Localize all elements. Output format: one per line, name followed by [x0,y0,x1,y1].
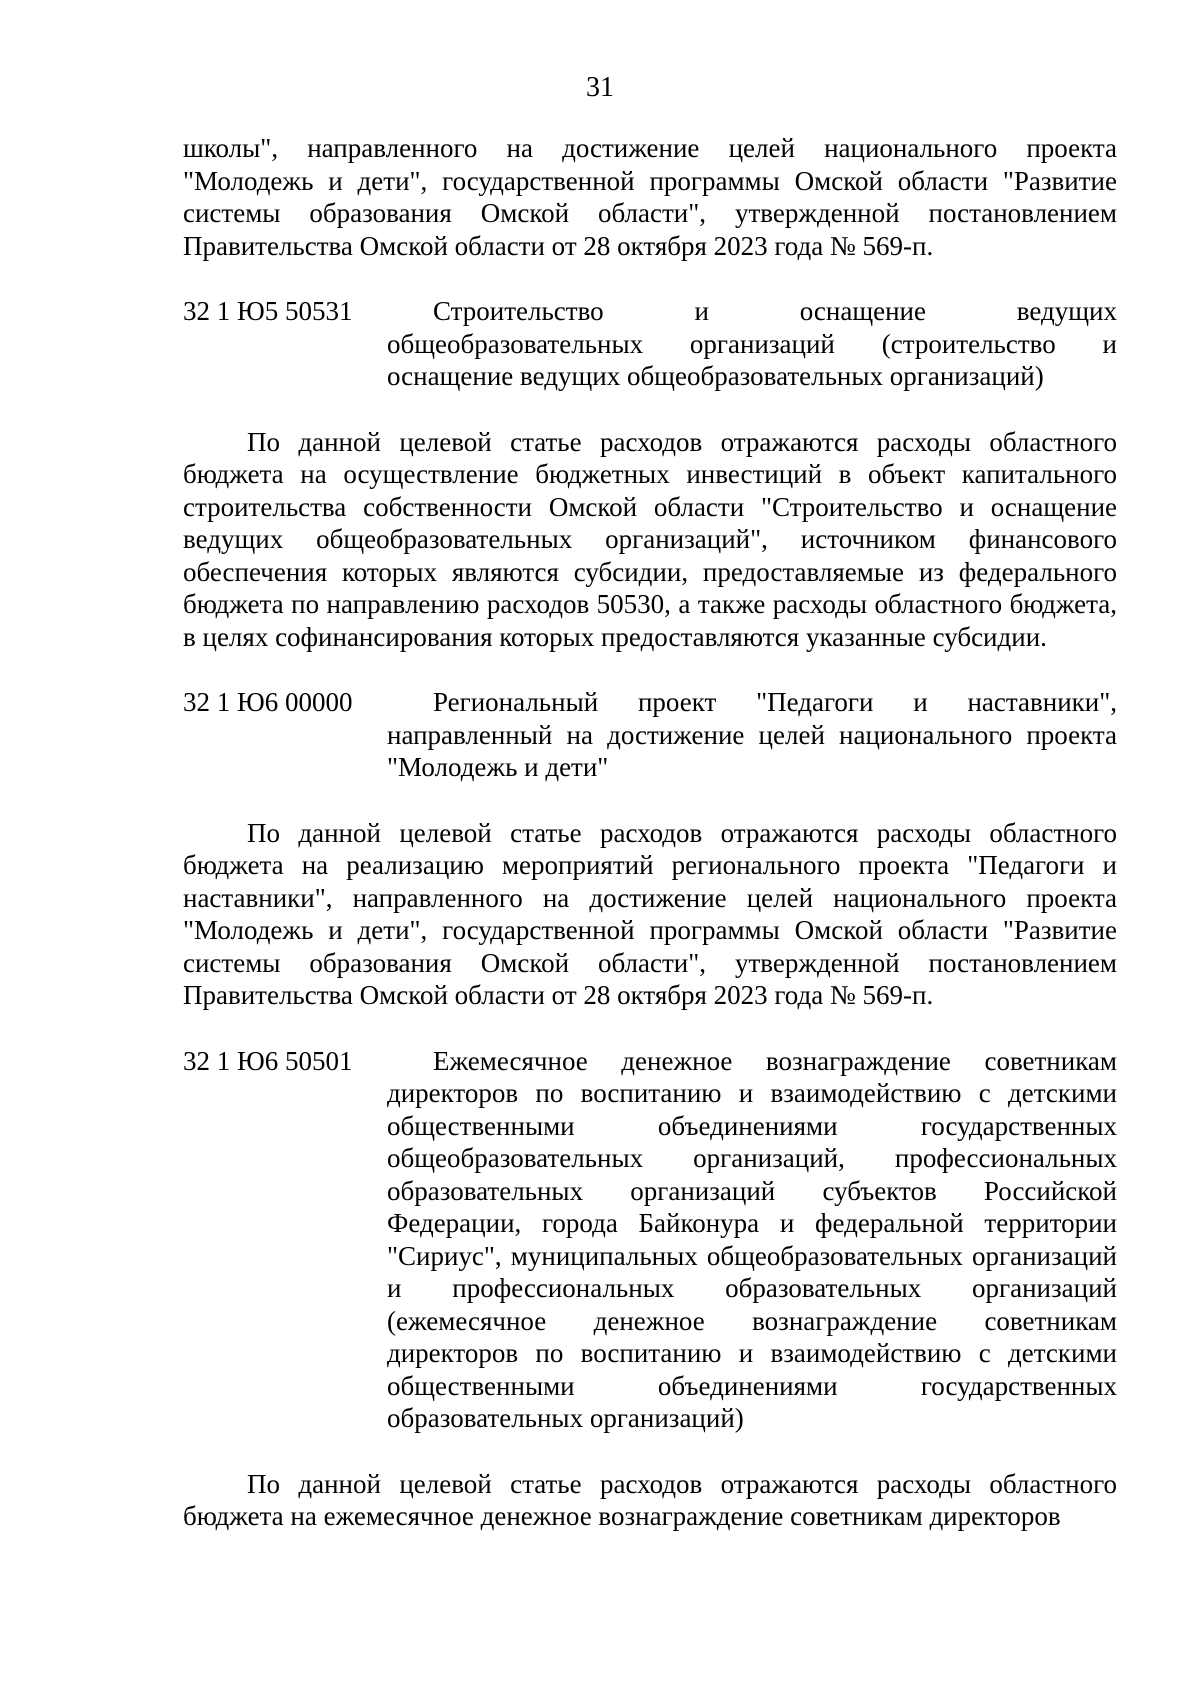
budget-entry-32-1-yu6-50501 [183,1045,1117,1435]
page-number: 31 [586,72,614,103]
budget-entry-32-1-yu6-00000 [183,686,1117,784]
budget-entry-32-1-yu5-50531 [183,295,1117,393]
paragraph-description: По данной целевой статье расходов отражаются расходы областного бюджета на ежемесячное денежное вознаграждение советникам директоров [183,1468,1117,1531]
paragraph-continuation: школы", направленного на достижение целей национального проекта "Молодежь и дети", государственной программы Омской области "Развитие системы образования Омской области", утвержденной постановлением Правительства Омской области от 28 октября 2023 года № 569-п. [183,133,1117,261]
entry-code: 32 1 Ю5 50531 [183,296,353,326]
entry-code: 32 1 Ю6 50501 [183,1045,353,1076]
entry-code: 32 1 Ю6 00000 [183,687,353,717]
paragraph-description: По данной целевой статье расходов отражаются расходы областного бюджета на реализацию мероприятий регионального проекта "Педагоги и наставники", направленного на достижение целей национального проекта "Молодежь и дети", государственной программы Омской области "Развитие системы образования Омской области", утвержденной постановлением Правительства Омской области от 28 октября 2023 года № 569-п. [183,817,1117,1010]
entry-description: Ежемесячное денежное вознаграждение советникам директоров по воспитанию и взаимодействию с детскими общественными объединениями государственных общеобразовательных организаций, профессиональных образовательных организаций субъектов Российской Федерации, города Байконура и федеральной территории "Сириус", муниципальных общеобразовательных организаций и профессиональных образовательных организаций (ежемесячное денежное вознаграждение советникам директоров по воспитанию и взаимодействию с детскими общественными объединениями государственных образовательных организаций) [387,1045,1117,1433]
entry-description: Строительство и оснащение ведущих общеобразовательных организаций (строительство и оснащение ведущих общеобразовательных организаций) [387,296,1117,391]
document-body [183,132,1117,1533]
paragraph-description: По данной целевой статье расходов отражаются расходы областного бюджета на осуществление бюджетных инвестиций в объект капитального строительства собственности Омской области "Строительство и оснащение ведущих общеобразовательных организаций", источником финансового обеспечения которых являются субсидии, предоставляемые из федерального бюджета по направлению расходов 50530, а также расходы областного бюджета, в целях софинансирования которых предоставляются указанные субсидии. [183,426,1117,652]
entry-description: Региональный проект "Педагоги и наставники", направленный на достижение целей национального проекта "Молодежь и дети" [387,687,1117,782]
